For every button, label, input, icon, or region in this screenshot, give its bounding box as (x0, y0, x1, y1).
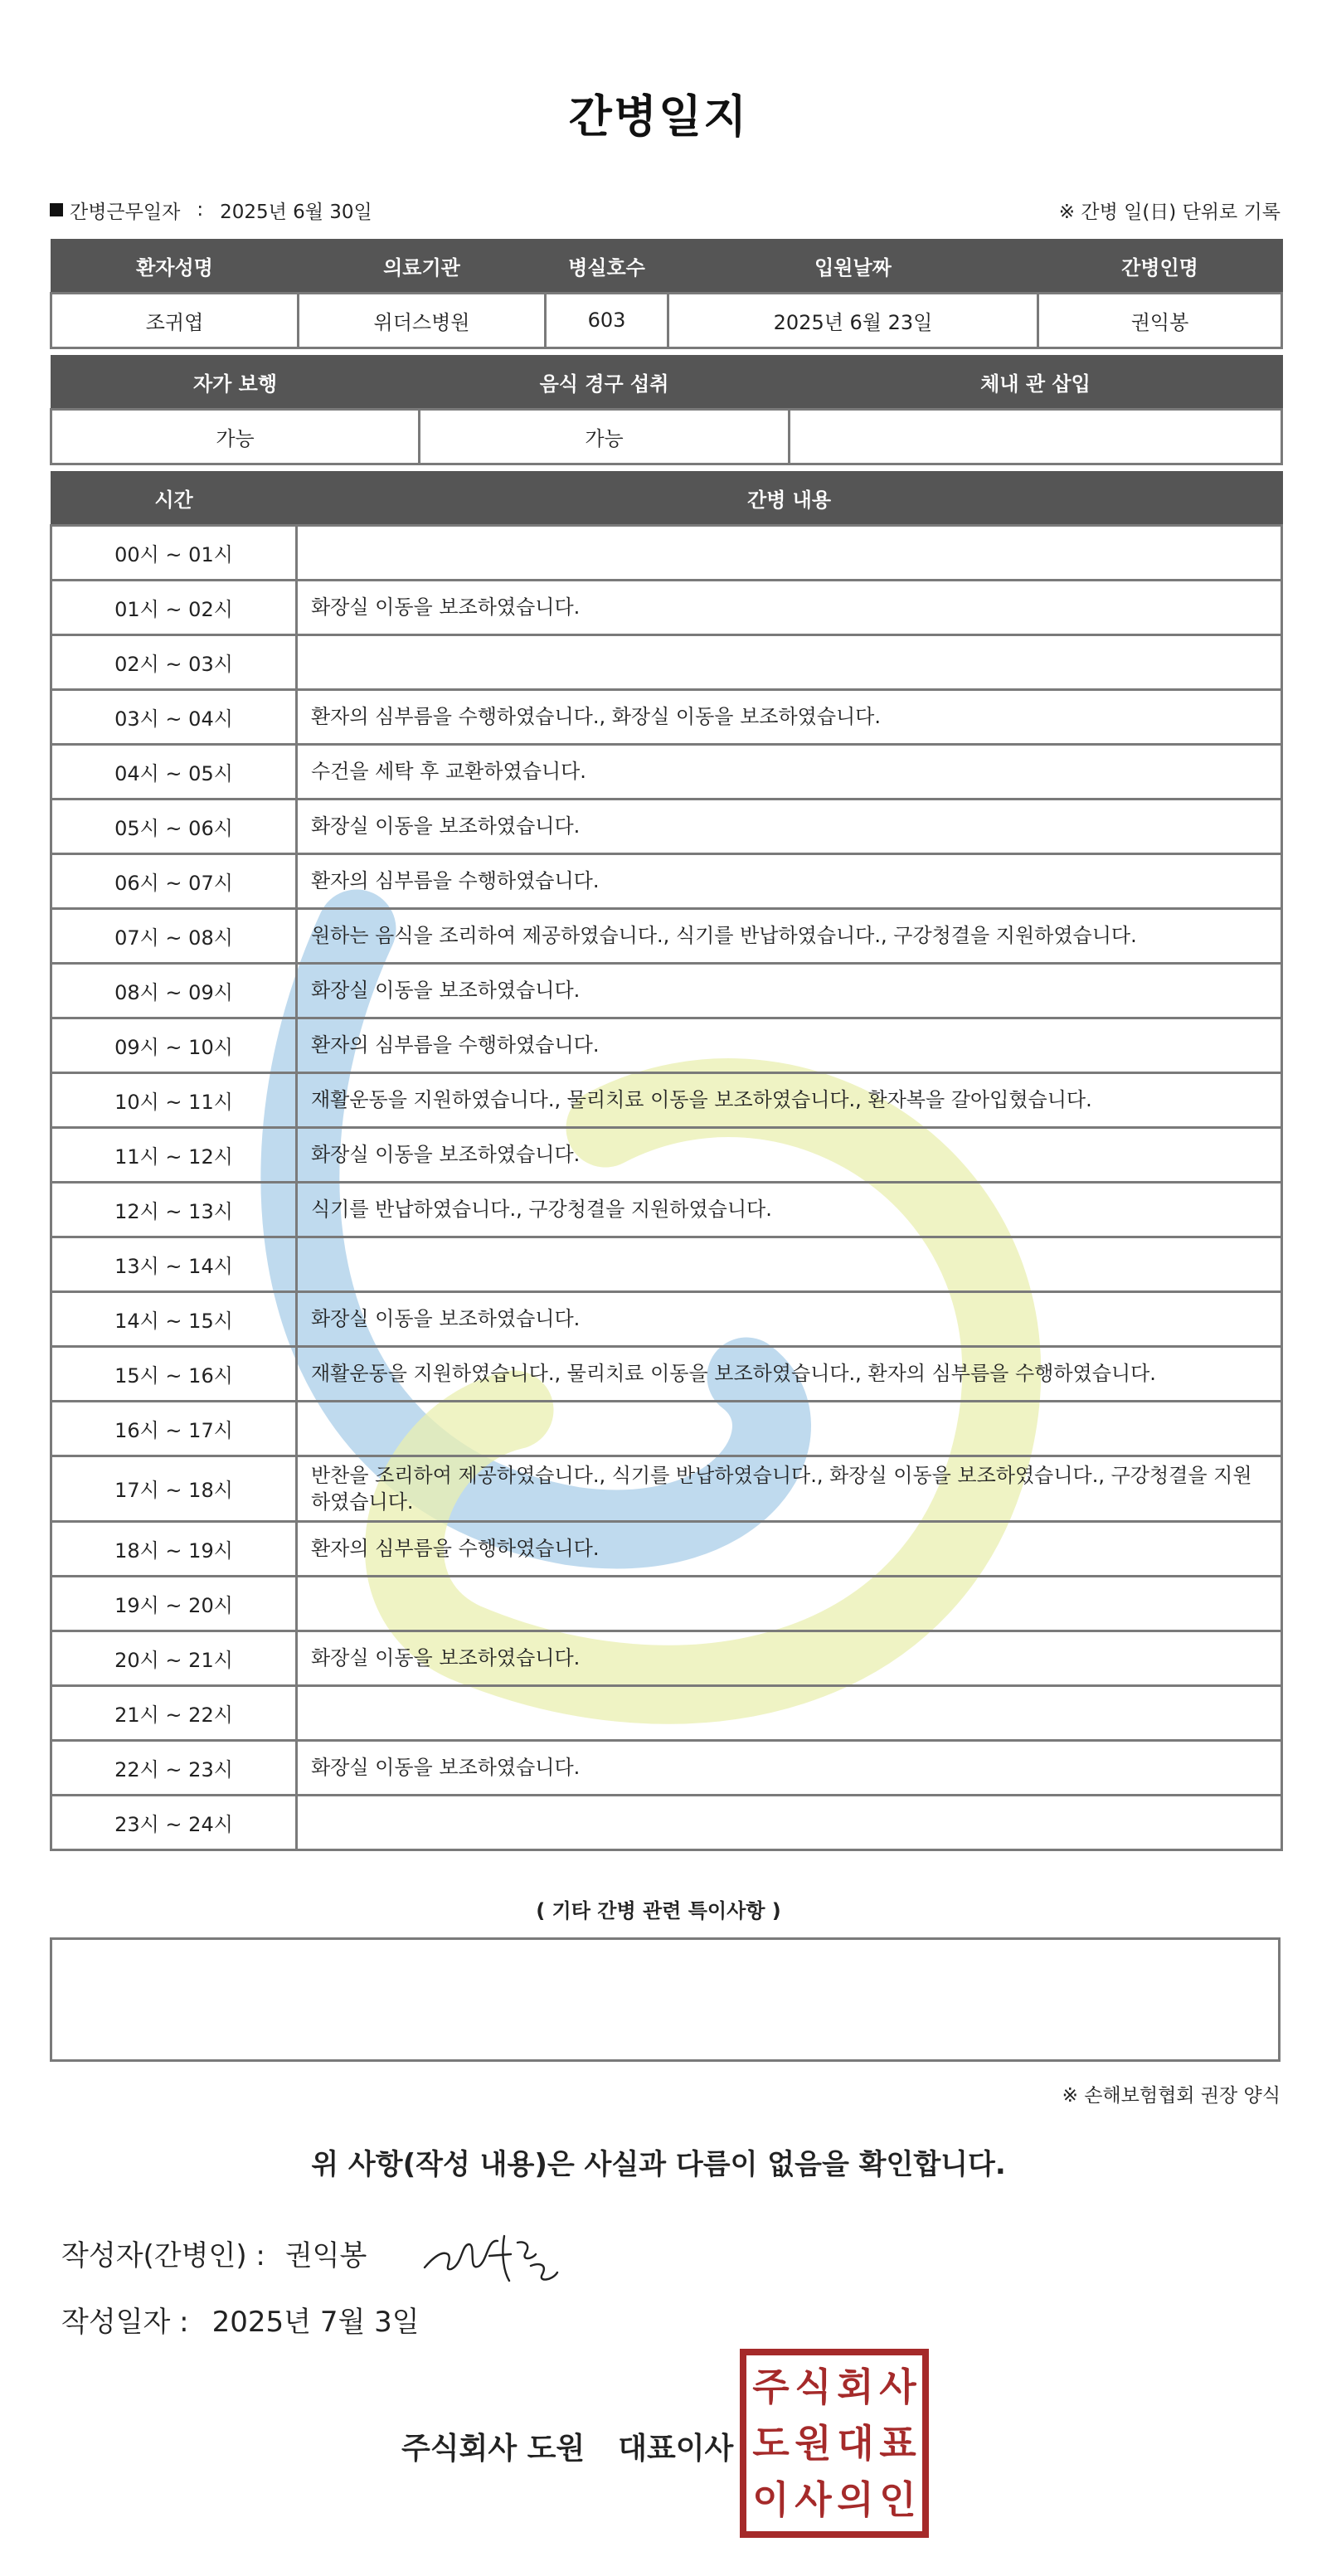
hour-care-content: 식기를 반납하였습니다., 구강청결을 지원하였습니다. (297, 1182, 1282, 1237)
hour-time: 08시 ~ 09시 (51, 963, 297, 1018)
patient-name: 조귀엽 (51, 293, 299, 348)
writer-line (61, 2233, 367, 2273)
company-title: 대표이사 (618, 2432, 734, 2466)
hour-care-content (297, 1685, 1282, 1740)
hour-care-content (297, 525, 1282, 580)
seal-char: 표 (879, 2421, 916, 2466)
work-date-label: 간병근무일자 (70, 201, 181, 223)
hour-row (51, 1456, 1282, 1521)
seal-char: 사 (795, 2477, 832, 2522)
hour-care-content: 화장실 이동을 보조하였습니다. (297, 1291, 1282, 1346)
hour-time: 18시 ~ 19시 (51, 1521, 297, 1576)
header-self-walking: 자가 보행 (51, 356, 420, 409)
header-care-content: 간병 내용 (297, 472, 1282, 525)
hour-care-content: 화장실 이동을 보조하였습니다. (297, 580, 1282, 634)
hour-care-content: 화장실 이동을 보조하였습니다. (297, 799, 1282, 853)
hour-time: 10시 ~ 11시 (51, 1072, 297, 1127)
oral-intake-value: 가능 (420, 409, 790, 464)
hour-care-content (297, 634, 1282, 689)
self-walking-value: 가능 (51, 409, 420, 464)
hour-row (51, 1631, 1282, 1685)
hour-care-content: 환자의 심부름을 수행하였습니다. (297, 1018, 1282, 1072)
seal-char: 도 (752, 2421, 790, 2466)
hour-time: 22시 ~ 23시 (51, 1740, 297, 1795)
hour-care-content: 화장실 이동을 보조하였습니다. (297, 1740, 1282, 1795)
hour-time: 00시 ~ 01시 (51, 525, 297, 580)
special-notes-box (50, 1937, 1281, 2062)
hour-row (51, 963, 1282, 1018)
hour-care-content: 화장실 이동을 보조하였습니다. (297, 963, 1282, 1018)
handwritten-signature (418, 2223, 584, 2289)
hours-body (51, 525, 1282, 1849)
hour-row (51, 1521, 1282, 1576)
hour-row (51, 525, 1282, 580)
patient-info-table (50, 239, 1283, 349)
hour-care-content: 환자의 심부름을 수행하였습니다., 화장실 이동을 보조하였습니다. (297, 689, 1282, 744)
hour-care-content: 화장실 이동을 보조하였습니다. (297, 1631, 1282, 1685)
hour-row (51, 908, 1282, 963)
hour-care-content: 원하는 음식을 조리하여 제공하였습니다., 식기를 반납하였습니다., 구강청결을 지원하였습니다. (297, 908, 1282, 963)
hour-time: 16시 ~ 17시 (51, 1401, 297, 1456)
hour-row (51, 799, 1282, 853)
work-date (50, 197, 372, 224)
hour-care-content: 재활운동을 지원하였습니다., 물리치료 이동을 보조하였습니다., 환자복을 갈아입혔습니다. (297, 1072, 1282, 1127)
recommend-note: ※ 손해보험협회 권장 양식 (1062, 2085, 1281, 2107)
writer-name: 권익봉 (284, 2239, 367, 2272)
written-date-line (61, 2299, 420, 2340)
hour-care-content (297, 1237, 1282, 1291)
hour-row (51, 1237, 1282, 1291)
header-room: 병실호수 (546, 240, 668, 293)
hour-time: 09시 ~ 10시 (51, 1018, 297, 1072)
hour-care-content: 재활운동을 지원하였습니다., 물리치료 이동을 보조하였습니다., 환자의 심부름을 수행하였습니다. (297, 1346, 1282, 1401)
company-line (401, 2425, 733, 2467)
admission-date: 2025년 6월 23일 (668, 293, 1038, 348)
hour-time: 05시 ~ 06시 (51, 799, 297, 853)
seal-char: 식 (795, 2365, 832, 2409)
hour-time: 07시 ~ 08시 (51, 908, 297, 963)
hour-time: 11시 ~ 12시 (51, 1127, 297, 1182)
work-date-value: 2025년 6월 30일 (220, 201, 372, 223)
seal-char: 인 (879, 2477, 916, 2522)
tube-insertion-value (790, 409, 1282, 464)
hour-care-content: 환자의 심부름을 수행하였습니다. (297, 1521, 1282, 1576)
hour-time: 02시 ~ 03시 (51, 634, 297, 689)
confirmation-statement: 위 사항(작성 내용)은 사실과 다름이 없음을 확인합니다. (311, 2148, 1006, 2181)
seal-char: 회 (837, 2365, 874, 2409)
square-bullet-icon (50, 203, 63, 216)
page-title: 간병일지 (568, 90, 749, 143)
hour-care-content: 환자의 심부름을 수행하였습니다. (297, 853, 1282, 908)
hour-time: 06시 ~ 07시 (51, 853, 297, 908)
hour-row (51, 1685, 1282, 1740)
hour-row (51, 1346, 1282, 1401)
hour-time: 04시 ~ 05시 (51, 744, 297, 799)
company-name: 주식회사 도원 (401, 2432, 586, 2466)
writer-label: 작성자(간병인) : (61, 2239, 265, 2272)
caregiver-name: 권익봉 (1038, 293, 1282, 348)
work-date-separator: : (197, 199, 204, 221)
hour-time: 21시 ~ 22시 (51, 1685, 297, 1740)
header-caregiver-name: 간병인명 (1038, 240, 1282, 293)
hour-care-content (297, 1795, 1282, 1849)
hour-time: 20시 ~ 21시 (51, 1631, 297, 1685)
hour-time: 17시 ~ 18시 (51, 1456, 297, 1521)
hour-time: 13시 ~ 14시 (51, 1237, 297, 1291)
hour-row (51, 1018, 1282, 1072)
hour-row (51, 1182, 1282, 1237)
hour-row (51, 853, 1282, 908)
header-time: 시간 (51, 472, 297, 525)
company-seal-stamp (740, 2349, 929, 2538)
hour-row (51, 1072, 1282, 1127)
patient-header-row (51, 240, 1282, 293)
seal-char: 의 (837, 2477, 874, 2522)
header-admission-date: 입원날짜 (668, 240, 1038, 293)
hour-time: 19시 ~ 20시 (51, 1576, 297, 1631)
patient-value-row (51, 293, 1282, 348)
hour-row (51, 1291, 1282, 1346)
seal-char: 대 (837, 2421, 874, 2466)
special-notes-title: ( 기타 간병 관련 특이사항 ) (536, 1899, 781, 1922)
hour-row (51, 689, 1282, 744)
header-hospital: 의료기관 (299, 240, 546, 293)
hour-row (51, 580, 1282, 634)
record-note: ※ 간병 일(日) 단위로 기록 (1058, 201, 1281, 223)
hourly-care-table (50, 471, 1283, 1851)
hour-time: 03시 ~ 04시 (51, 689, 297, 744)
written-date-value: 2025년 7월 3일 (211, 2306, 420, 2339)
seal-char: 원 (795, 2421, 832, 2466)
header-tube-insertion: 체내 관 삽입 (790, 356, 1282, 409)
hours-header-row (51, 472, 1282, 525)
status-header-row (51, 356, 1282, 409)
seal-char: 주 (752, 2365, 790, 2409)
hospital-name: 위더스병원 (299, 293, 546, 348)
hour-row (51, 634, 1282, 689)
seal-char: 사 (879, 2365, 916, 2409)
hour-time: 14시 ~ 15시 (51, 1291, 297, 1346)
seal-char: 이 (752, 2477, 790, 2522)
hour-care-content: 수건을 세탁 후 교환하였습니다. (297, 744, 1282, 799)
hour-time: 12시 ~ 13시 (51, 1182, 297, 1237)
meta-row (50, 196, 1281, 224)
hour-row (51, 1740, 1282, 1795)
header-patient-name: 환자성명 (51, 240, 299, 293)
patient-status-table (50, 355, 1283, 465)
hour-row (51, 744, 1282, 799)
hour-care-content (297, 1576, 1282, 1631)
hour-care-content: 반찬을 조리하여 제공하였습니다., 식기를 반납하였습니다., 화장실 이동을 보조하였습니다., 구강청결을 지원하였습니다. (297, 1456, 1282, 1521)
status-value-row (51, 409, 1282, 464)
written-date-label: 작성일자 : (61, 2306, 189, 2339)
hour-row (51, 1795, 1282, 1849)
header-oral-intake: 음식 경구 섭취 (420, 356, 790, 409)
hour-time: 15시 ~ 16시 (51, 1346, 297, 1401)
hour-row (51, 1401, 1282, 1456)
room-number: 603 (546, 293, 668, 348)
hour-time: 23시 ~ 24시 (51, 1795, 297, 1849)
hour-row (51, 1576, 1282, 1631)
hour-time: 01시 ~ 02시 (51, 580, 297, 634)
hour-row (51, 1127, 1282, 1182)
hour-care-content: 화장실 이동을 보조하였습니다. (297, 1127, 1282, 1182)
hour-care-content (297, 1401, 1282, 1456)
